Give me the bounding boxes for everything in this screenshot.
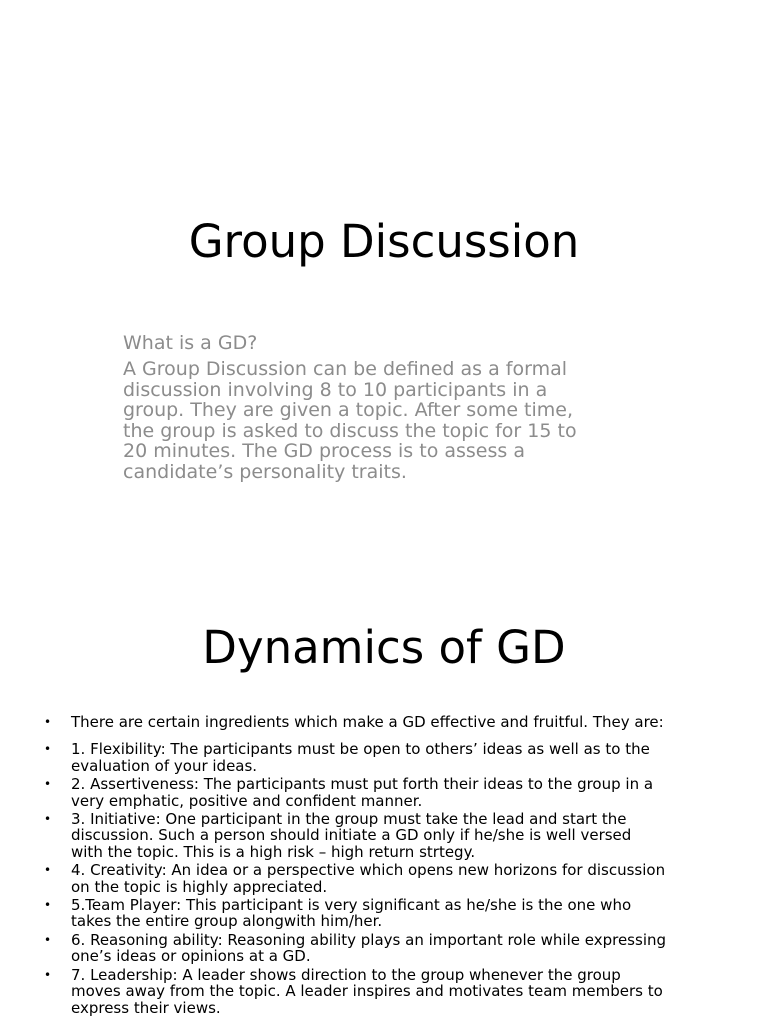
paragraph-line: discussion involving 8 to 10 participants in a — [123, 378, 548, 401]
bullet-icon: • — [44, 812, 52, 827]
bullet-icon: • — [44, 777, 52, 792]
list-item-line: one’s ideas or opinions at a GD. — [71, 947, 311, 966]
bullet-icon: • — [44, 932, 52, 947]
list-item-line: 7. Leadership: A leader shows direction to the group whenever the group — [71, 965, 621, 984]
gd-question: What is a GD? — [123, 332, 258, 354]
bullet-icon: • — [44, 715, 52, 729]
list-item-line: on the topic is highly appreciated. — [71, 877, 328, 896]
paragraph-line: 20 minutes. The GD process is to assess a — [123, 440, 525, 463]
gd-ingredients-list — [0, 714, 768, 1018]
bullet-icon: • — [44, 863, 52, 878]
list-item-reasoning-ability — [0, 932, 768, 965]
bullet-icon: • — [44, 967, 52, 982]
list-item-line: takes the entire group alongwith him/her. — [71, 912, 383, 931]
paragraph-line: group. They are given a topic. After some time, — [123, 399, 574, 422]
list-item-text: There are certain ingredients which make a GD effective and fruitful. They are: — [71, 713, 664, 731]
paragraph-line: candidate’s personality traits. — [123, 460, 407, 483]
list-item-flexibility — [0, 741, 768, 774]
list-item-leadership — [0, 967, 768, 1016]
list-item-creativity — [0, 862, 768, 895]
list-item-line: 2. Assertiveness: The participants must put forth their ideas to the group in a — [71, 775, 654, 794]
list-item-line: express their views. — [71, 998, 221, 1017]
list-item-intro — [0, 714, 768, 730]
bullet-icon: • — [44, 898, 52, 913]
slide-1-body — [123, 332, 663, 483]
list-item-line: discussion. Such a person should initiate a GD only if he/she is well versed — [71, 826, 632, 845]
list-item-line: 6. Reasoning ability: Reasoning ability plays an important role while expressing — [71, 930, 667, 949]
list-item-line: 5.Team Player: This participant is very significant as he/she is the one who — [71, 896, 632, 915]
list-item-line: moves away from the topic. A leader inspires and motivates team members to — [71, 982, 663, 1001]
list-item-assertiveness — [0, 776, 768, 809]
slide-2-title: Dynamics of GD — [202, 621, 566, 674]
list-item-line: 3. Initiative: One participant in the group must take the lead and start the — [71, 810, 627, 829]
list-item-line: evaluation of your ideas. — [71, 756, 258, 775]
list-item-initiative — [0, 811, 768, 860]
list-item-line: very emphatic, positive and confident manner. — [71, 791, 423, 810]
slide-1-title: Group Discussion — [188, 215, 580, 268]
list-item-line: 1. Flexibility: The participants must be open to others’ ideas as well as to the — [71, 740, 650, 759]
list-item-line: with the topic. This is a high risk – high return strtegy. — [71, 842, 476, 861]
list-item-team-player — [0, 897, 768, 930]
bullet-icon: • — [44, 742, 52, 757]
paragraph-line: the group is asked to discuss the topic for 15 to — [123, 419, 577, 442]
list-item-line: 4. Creativity: An idea or a perspective which opens new horizons for discussion — [71, 861, 666, 880]
gd-definition-paragraph — [123, 359, 663, 483]
paragraph-line: A Group Discussion can be defined as a formal — [123, 358, 567, 380]
